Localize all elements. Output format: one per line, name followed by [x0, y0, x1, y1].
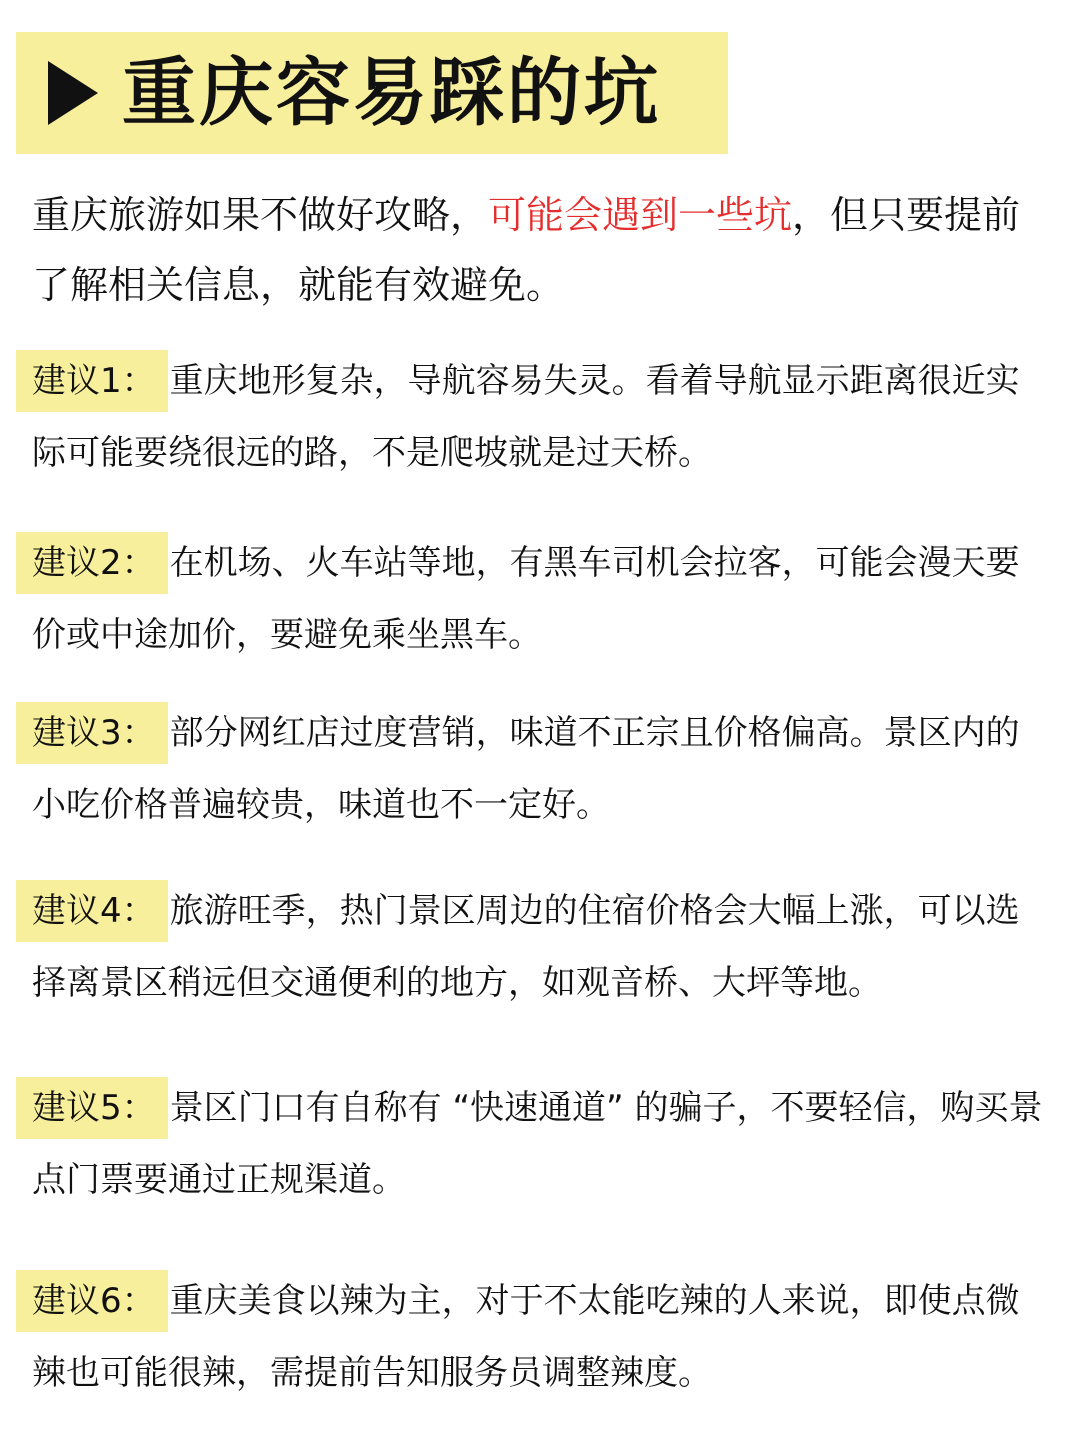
intro-text-before: 重庆旅游如果不做好攻略， — [32, 193, 489, 237]
tip-3 — [32, 697, 1052, 841]
tip-label: 建议6： — [16, 1270, 168, 1332]
tip-text: 旅游旺季，热门景区周边的住宿价格会大幅上涨，可以选择离景区稍远但交通便利的地方，如观音桥、大坪等地。 — [32, 891, 1020, 1003]
tip-4 — [32, 875, 1052, 1019]
tip-text: 重庆美食以辣为主，对于不太能吃辣的人来说，即使点微辣也可能很辣，需提前告知服务员调整辣度。 — [32, 1281, 1020, 1393]
tip-2 — [32, 527, 1052, 671]
intro-paragraph — [32, 180, 1052, 320]
tip-1 — [32, 345, 1052, 489]
play-triangle-icon — [48, 61, 98, 125]
page-title: 重庆容易踩的坑 — [122, 50, 661, 136]
title-banner — [16, 32, 728, 154]
tip-text: 在机场、火车站等地，有黑车司机会拉客，可能会漫天要价或中途加价，要避免乘坐黑车。 — [32, 543, 1020, 655]
tip-6 — [32, 1265, 1052, 1409]
intro-text-after: ，但只要提前了解相关信息，就能有效避免。 — [32, 193, 1021, 307]
tip-label: 建议4： — [16, 880, 168, 942]
tip-label: 建议2： — [16, 532, 168, 594]
tip-label: 建议3： — [16, 702, 168, 764]
intro-highlight: 可能会遇到一些坑 — [488, 193, 793, 237]
tip-5 — [32, 1072, 1052, 1216]
tip-label: 建议1： — [16, 350, 168, 412]
tip-text: 部分网红店过度营销，味道不正宗且价格偏高。景区内的小吃价格普遍较贵，味道也不一定好。 — [32, 713, 1020, 825]
tip-label: 建议5： — [16, 1077, 168, 1139]
tip-text: 景区门口有自称有 “快速通道” 的骗子，不要轻信，购买景点门票要通过正规渠道。 — [32, 1088, 1043, 1200]
tip-text: 重庆地形复杂，导航容易失灵。看着导航显示距离很近实际可能要绕很远的路，不是爬坡就是过天桥。 — [32, 361, 1020, 473]
